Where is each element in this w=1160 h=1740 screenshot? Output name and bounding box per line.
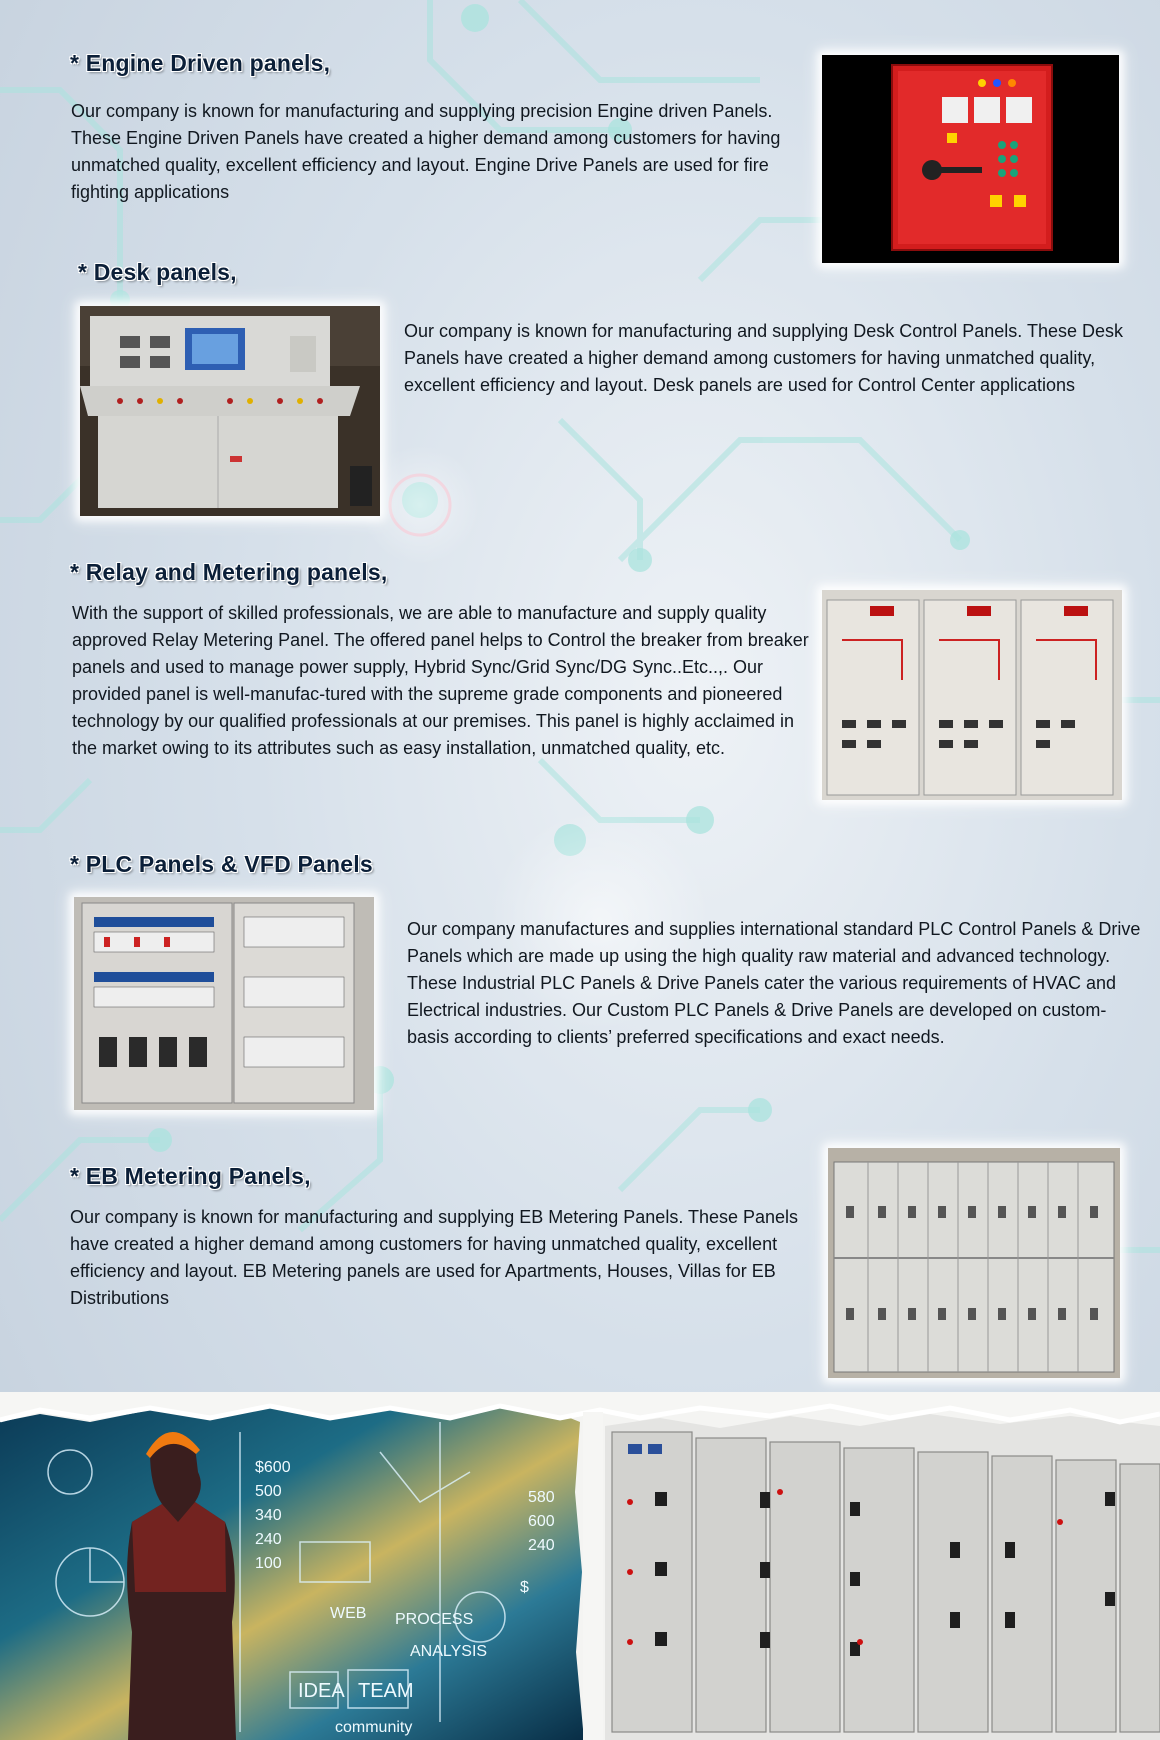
bottom-banner: [0, 1392, 1160, 1740]
sketch-number: $: [520, 1579, 529, 1596]
sketch-word: community: [335, 1719, 413, 1736]
sketch-number: 240: [255, 1531, 282, 1548]
sketch-number: 500: [255, 1483, 282, 1500]
sketch-number: $600: [255, 1459, 291, 1476]
sketch-word: PROCESS: [395, 1611, 474, 1628]
section-text: Our company manufactures and supplies international standard PLC Control Panels & Drive Panels which are made up using the high quality raw material and advanced technology. These Industrial PLC Panels & Drive Panels cater the various requirements of HVAC and Electrical industries. Our Custom PLC Panels & Drive Panels are developed on custom-basis according to clients’ preferred specifications and exact needs.: [407, 919, 1141, 1047]
sketch-word: IDEA: [298, 1680, 345, 1702]
sketch-number: 100: [255, 1555, 282, 1572]
section-heading: * PLC Panels & VFD Panels: [70, 851, 373, 877]
section-text: Our company is known for manufacturing and supplying EB Metering Panels. These Panels have created a higher demand among customers for having unmatched quality, excellent efficiency and layout. EB Metering panels are used for Apartments, Houses, Villas for EB Distributions: [70, 1207, 799, 1308]
section-text: Our company is known for manufacturing and supplying precision Engine driven Panels. These Engine Driven Panels have created a higher demand among customers for having unmatched quality, excellent efficiency and layout. Engine Drive Panels are used for fire fighting applications: [71, 101, 781, 202]
relay-metering-panel-image: [822, 590, 1122, 800]
eb-metering-panel-image: [828, 1148, 1120, 1378]
desk-control-panel-image: [80, 306, 380, 516]
plc-vfd-panel-image: [74, 897, 374, 1110]
sketch-word: WEB: [330, 1605, 367, 1622]
red-engine-driven-panel-image: [822, 55, 1119, 263]
sketch-number: 600: [528, 1513, 555, 1530]
switchgear-panel-row-image: [605, 1414, 1160, 1740]
section-heading: * Engine Driven panels,: [70, 50, 331, 76]
sketch-word: ANALYSIS: [410, 1643, 488, 1660]
section-heading: * Desk panels,: [78, 259, 237, 285]
sketch-number: 240: [528, 1537, 555, 1554]
sketch-number: 580: [528, 1489, 555, 1506]
section-heading: * EB Metering Panels,: [70, 1163, 311, 1189]
section-text: Our company is known for manufacturing and supplying Desk Control Panels. These Desk Panels have created a higher demand among customers for having unmatched quality, excellent efficiency and layout. Desk panels are used for Control Center applications: [404, 321, 1124, 395]
sketch-word: TEAM: [358, 1680, 414, 1702]
section-text: With the support of skilled professionals, we are able to manufacture and supply quality approved Relay Metering Panel. The offered panel helps to Control the breaker from breaker panels and used to manage power supply, Hybrid Sync/Grid Sync/DG Sync..Etc..,. Our provided panel is well-manufac-tured with the supreme grade components and pioneered technology by our qualified professionals at our premises. This panel is highly acclaimed in the market owing to its attributes such as easy installation, unmatched quality, etc.: [72, 603, 809, 758]
engineer-with-tech-sketches-image: [0, 1404, 584, 1740]
section-heading: * Relay and Metering panels,: [70, 559, 388, 585]
sketch-number: 340: [255, 1507, 282, 1524]
